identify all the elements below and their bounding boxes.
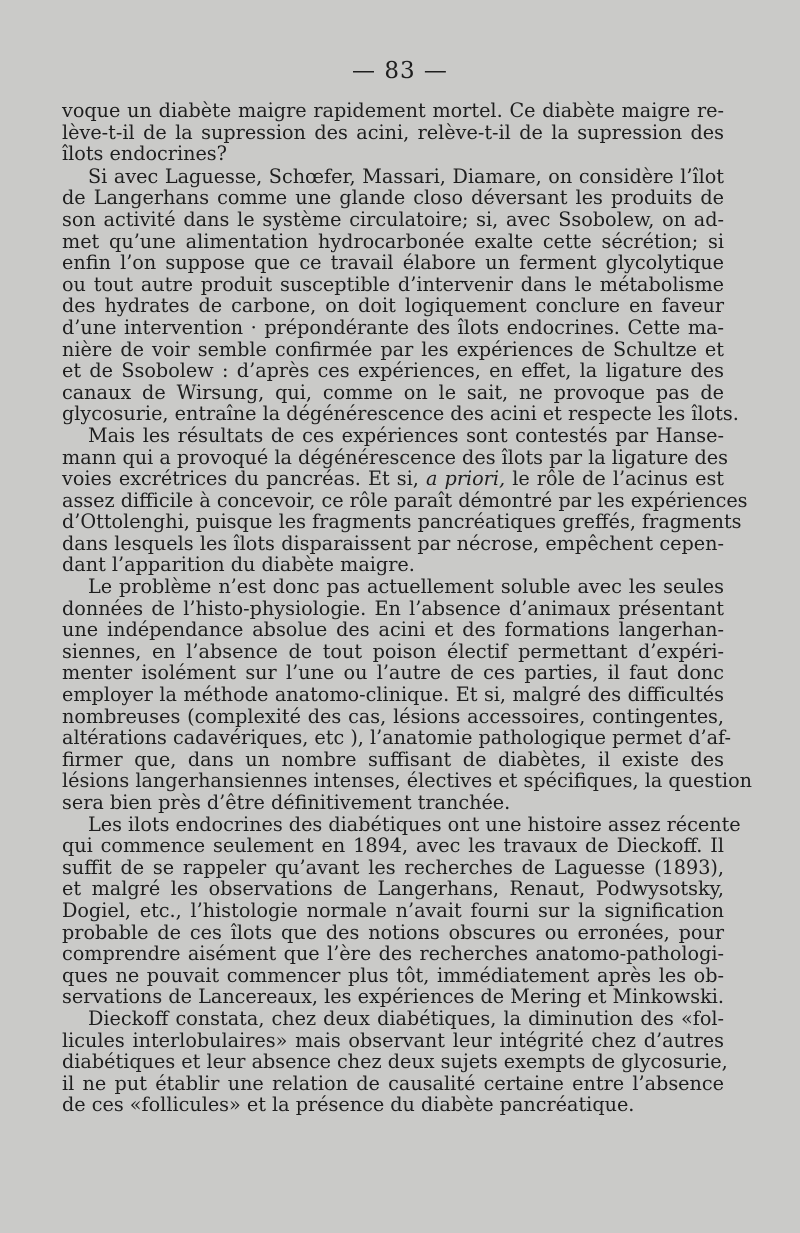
text-line: met qu’une alimentation hydrocarbonée exalte cette sécrétion; si	[62, 229, 724, 253]
text-line: diabétiques et leur absence chez deux sujets exempts de glycosurie,	[62, 1050, 728, 1074]
text-line: Le problème n’est donc pas actuellement soluble avec les seules	[88, 575, 724, 599]
text-line: menter isolément sur l’une ou l’autre de ces parties, il faut donc	[62, 661, 724, 685]
text-line: comprendre aisément que l’ère des recherches anatomo-pathologi-	[62, 942, 724, 966]
text-line: lève-t-il de la supression des acini, relève-t-il de la supression des	[62, 120, 724, 144]
paragraph-5	[62, 812, 741, 1009]
text-line: glycosurie, entraîne la dégénérescence des acini et respecte les îlots.	[62, 402, 739, 426]
text-line: Si avec Laguesse, Schœfer, Massari, Diamare, on considère l’îlot	[88, 164, 724, 188]
text-line: servations de Lancereaux, les expériences de Mering et Minkowski.	[62, 985, 724, 1009]
paragraph-3	[62, 423, 748, 577]
text-line: des hydrates de carbone, on doit logiquement conclure en faveur	[62, 294, 724, 318]
text-line: dans lesquels les îlots disparaissent par nécrose, empêchent cepen-	[62, 531, 724, 555]
text-line: licules interlobulaires» mais observant leur intégrité chez d’autres	[62, 1028, 724, 1052]
text-line: siennes, en l’absence de tout poison électif permettant d’expéri-	[62, 639, 724, 663]
text-line: îlots endocrines?	[62, 142, 227, 166]
text-line: de ces «follicules» et la présence du diabète pancréatique.	[62, 1093, 635, 1117]
text-line: données de l’histo-physiologie. En l’absence d’animaux présentant	[62, 596, 724, 620]
italic-phrase: a priori,	[425, 467, 506, 491]
text-line: probable de ces îlots que des notions obscures ou erronées, pour	[62, 920, 724, 944]
text-line: et malgré les observations de Langerhans, Renaut, Podwysotsky,	[62, 877, 724, 901]
paragraph-2	[62, 164, 739, 426]
text-line: nière de voir semble confirmée par les expériences de Schultze et	[62, 337, 724, 361]
text-line: Mais les résultats de ces expériences sont contestés par Hanse-	[88, 423, 724, 447]
text-line: enfin l’on suppose que ce travail élabore un ferment glycolytique	[62, 251, 724, 275]
text-line: employer la méthode anatomo-clinique. Et si, malgré des difficultés	[62, 683, 724, 707]
text-line: assez difficile à concevoir, ce rôle paraît démontré par les expériences	[62, 488, 748, 512]
text-line: d’Ottolenghi, puisque les fragments pancréatiques greffés, fragments	[62, 510, 742, 534]
text-line: ques ne pouvait commencer plus tôt, immédiatement après les ob-	[62, 963, 724, 987]
text-line: nombreuses (complexité des cas, lésions accessoires, contingentes,	[62, 704, 724, 728]
text-line: firmer que, dans un nombre suffisant de diabètes, il existe des	[62, 747, 724, 771]
page-number: — 83 —	[352, 58, 448, 84]
text-line: dant l’apparition du diabète maigre.	[62, 553, 415, 577]
text-line: son activité dans le système circulatoire; si, avec Ssobolew, on ad-	[62, 207, 724, 231]
text-line: et de Ssobolew : d’après ces expériences, en effet, la ligature des	[62, 359, 724, 383]
text-line: Dieckoff constata, chez deux diabétiques, la diminution des «fol-	[88, 1006, 724, 1030]
text-line: voque un diabète maigre rapidement mortel. Ce diabète maigre re-	[62, 99, 724, 122]
text-line-with-italic	[62, 468, 724, 490]
paragraph-6	[62, 1006, 728, 1117]
text-line: il ne put établir une relation de causalité certaine entre l’absence	[62, 1071, 724, 1095]
text-line: de Langerhans comme une glande closo déversant les produits de	[62, 186, 724, 210]
text-line: suffit de se rappeler qu’avant les recherches de Laguesse (1893),	[62, 855, 724, 879]
text-span: voies excrétrices du pancréas. Et si,	[62, 467, 419, 491]
text-line: mann qui a provoqué la dégénérescence des îlots par la ligature des	[62, 445, 728, 469]
text-line: d’une intervention · prépondérante des îlots endocrines. Cette ma-	[62, 315, 724, 339]
text-line: qui commence seulement en 1894, avec les travaux de Dieckoff. Il	[62, 834, 724, 858]
text-line: canaux de Wirsung, qui, comme on le sait, ne provoque pas de	[62, 380, 724, 404]
text-line: ou tout autre produit susceptible d’intervenir dans le métabolisme	[62, 272, 724, 296]
text-span: le rôle de l’acinus est	[505, 467, 725, 491]
text-line: sera bien près d’être définitivement tranchée.	[62, 791, 511, 814]
body-text	[62, 99, 752, 1117]
text-line: lésions langerhansiennes intenses, électives et spécifiques, la question	[62, 769, 752, 793]
text-line: une indépendance absolue des acini et des formations langerhan-	[62, 618, 724, 642]
text-line: altérations cadavériques, etc ), l’anatomie pathologique permet d’af-	[62, 726, 731, 750]
paragraph-1	[62, 100, 724, 165]
paragraph-4	[62, 575, 752, 814]
text-line: Les ilots endocrines des diabétiques ont une histoire assez récente	[88, 812, 741, 836]
text-line: Dogiel, etc., l’histologie normale n’avait fourni sur la signification	[62, 898, 724, 922]
